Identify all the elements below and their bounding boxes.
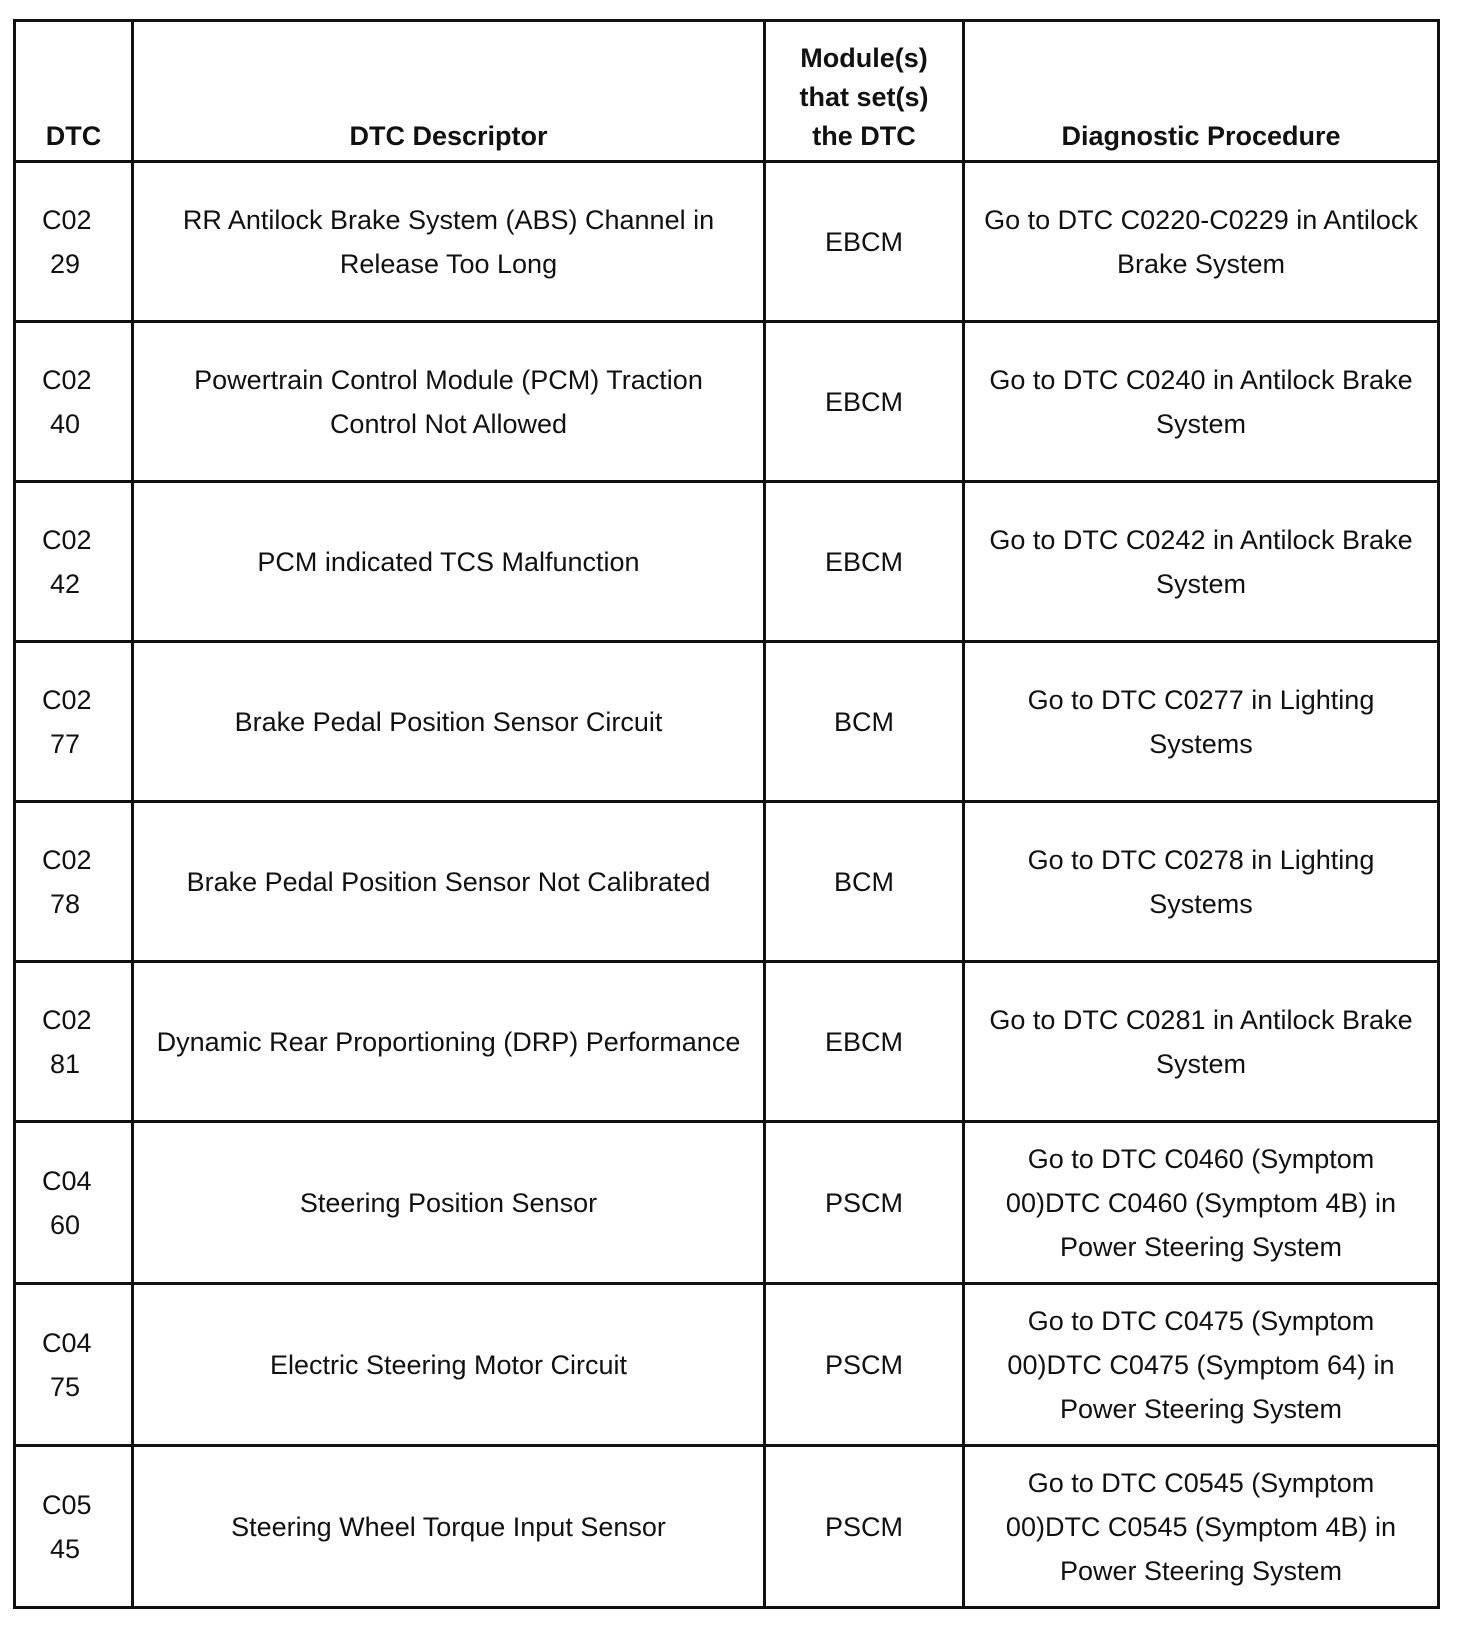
dtc-code-part2: 42 [50,568,81,599]
dtc-code [15,1284,133,1446]
dtc-code-part2: 78 [50,888,81,919]
header-module-line3: the DTC [812,121,916,151]
dtc-code [15,482,133,642]
dtc-code-part2: 75 [50,1371,81,1402]
header-dtc: DTC [15,21,133,162]
dtc-code [15,1122,133,1284]
dtc-code-part1: C02 [42,1004,92,1035]
dtc-descriptor: RR Antilock Brake System (ABS) Channel in Release Too Long [133,162,765,322]
dtc-module: PSCM [765,1284,964,1446]
dtc-procedure: Go to DTC C0240 in Antilock Brake System [964,322,1439,482]
dtc-procedure: Go to DTC C0475 (Symptom 00)DTC C0475 (Symptom 64) in Power Steering System [964,1284,1439,1446]
dtc-code-part2: 29 [50,248,81,279]
dtc-module: PSCM [765,1122,964,1284]
table-row [15,802,1439,962]
header-module-line1: Module(s) [800,43,928,73]
dtc-code-part1: C02 [42,684,92,715]
dtc-table [13,19,1440,1609]
table-row [15,962,1439,1122]
dtc-code-part2: 77 [50,728,81,759]
dtc-descriptor: Brake Pedal Position Sensor Not Calibrated [133,802,765,962]
table-row [15,322,1439,482]
dtc-module: BCM [765,802,964,962]
table-row [15,1446,1439,1608]
dtc-descriptor: Dynamic Rear Proportioning (DRP) Performance [133,962,765,1122]
dtc-code-part1: C02 [42,204,92,235]
dtc-descriptor: Steering Position Sensor [133,1122,765,1284]
dtc-code [15,322,133,482]
dtc-code [15,802,133,962]
dtc-descriptor: Powertrain Control Module (PCM) Traction Control Not Allowed [133,322,765,482]
dtc-descriptor: Electric Steering Motor Circuit [133,1284,765,1446]
dtc-code-part1: C02 [42,524,92,555]
dtc-procedure: Go to DTC C0242 in Antilock Brake System [964,482,1439,642]
dtc-code-part1: C04 [42,1165,92,1196]
dtc-module: PSCM [765,1446,964,1608]
dtc-code-part2: 40 [50,408,81,439]
dtc-code-part1: C05 [42,1489,92,1520]
dtc-code [15,962,133,1122]
dtc-code-part1: C02 [42,844,92,875]
table-row [15,162,1439,322]
table-row [15,642,1439,802]
dtc-code-part2: 60 [50,1209,81,1240]
dtc-procedure: Go to DTC C0277 in Lighting Systems [964,642,1439,802]
dtc-module: EBCM [765,162,964,322]
dtc-procedure: Go to DTC C0460 (Symptom 00)DTC C0460 (Symptom 4B) in Power Steering System [964,1122,1439,1284]
header-row [15,21,1439,162]
header-module [765,21,964,162]
table-row [15,482,1439,642]
dtc-code-part2: 45 [50,1533,81,1564]
dtc-code [15,1446,133,1608]
table-row [15,1284,1439,1446]
dtc-module: EBCM [765,482,964,642]
dtc-descriptor: PCM indicated TCS Malfunction [133,482,765,642]
dtc-module: EBCM [765,322,964,482]
dtc-descriptor: Brake Pedal Position Sensor Circuit [133,642,765,802]
header-procedure: Diagnostic Procedure [964,21,1439,162]
table-row [15,1122,1439,1284]
dtc-code-part1: C04 [42,1327,92,1358]
dtc-procedure: Go to DTC C0220-C0229 in Antilock Brake System [964,162,1439,322]
header-module-line2: that set(s) [799,82,929,112]
dtc-code [15,642,133,802]
dtc-module: EBCM [765,962,964,1122]
dtc-code-part1: C02 [42,364,92,395]
dtc-code-part2: 81 [50,1048,81,1079]
dtc-procedure: Go to DTC C0281 in Antilock Brake System [964,962,1439,1122]
dtc-descriptor: Steering Wheel Torque Input Sensor [133,1446,765,1608]
dtc-module: BCM [765,642,964,802]
header-descriptor: DTC Descriptor [133,21,765,162]
dtc-code [15,162,133,322]
dtc-procedure: Go to DTC C0545 (Symptom 00)DTC C0545 (Symptom 4B) in Power Steering System [964,1446,1439,1608]
dtc-procedure: Go to DTC C0278 in Lighting Systems [964,802,1439,962]
